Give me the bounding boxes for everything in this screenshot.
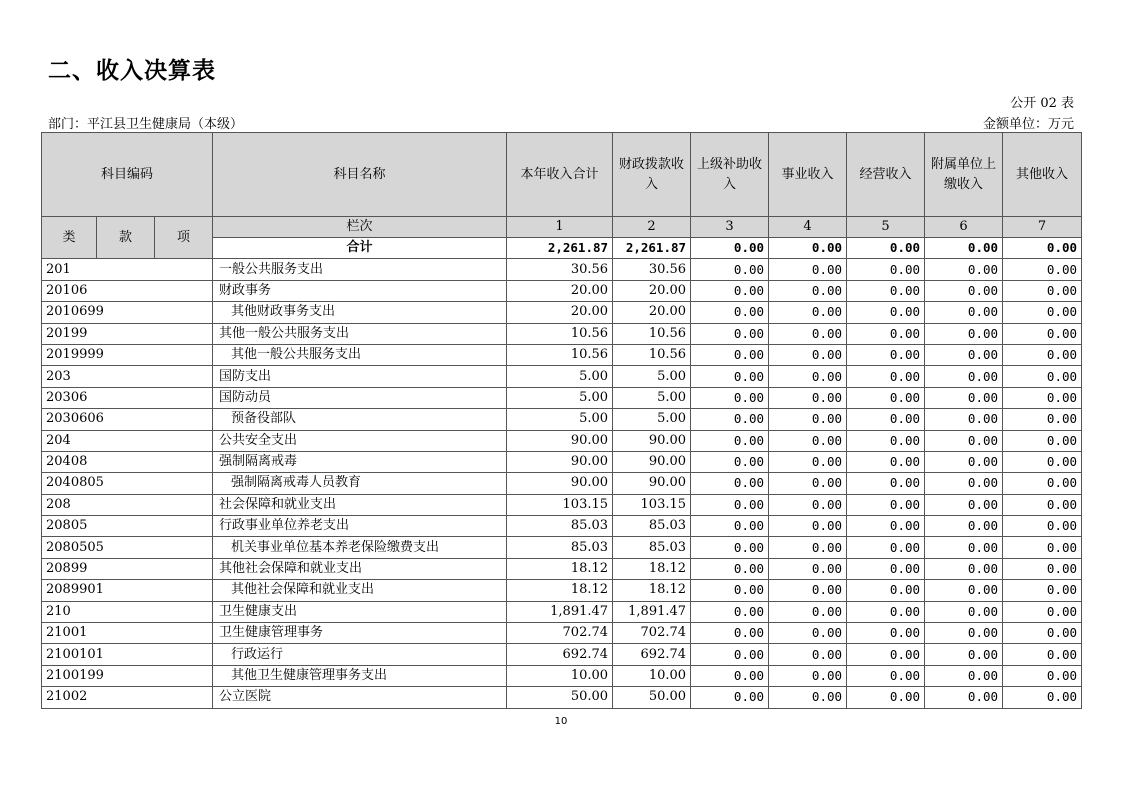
row-value: 0.00 <box>925 473 1003 494</box>
row-value: 0.00 <box>769 601 847 622</box>
total-value: 0.00 <box>925 238 1003 259</box>
row-value: 0.00 <box>847 344 925 365</box>
row-value: 0.00 <box>1003 558 1082 579</box>
row-value: 0.00 <box>925 387 1003 408</box>
row-value: 0.00 <box>925 537 1003 558</box>
row-code: 2100199 <box>42 665 213 686</box>
row-name: 卫生健康支出 <box>213 601 507 622</box>
row-value: 0.00 <box>847 516 925 537</box>
row-value: 0.00 <box>847 537 925 558</box>
row-value: 692.74 <box>507 644 613 665</box>
row-code: 20408 <box>42 451 213 472</box>
row-value: 0.00 <box>769 580 847 601</box>
header-col-6: 附属单位上缴收入 <box>925 133 1003 217</box>
row-value: 0.00 <box>847 687 925 708</box>
row-code: 2010699 <box>42 302 213 323</box>
row-value: 0.00 <box>925 558 1003 579</box>
col-num-6: 6 <box>925 217 1003 238</box>
header-row <box>42 133 1082 217</box>
page-title: 二、收入决算表 <box>48 58 216 84</box>
row-code: 20805 <box>42 516 213 537</box>
total-label: 合计 <box>213 238 507 259</box>
row-code: 2040805 <box>42 473 213 494</box>
row-value: 0.00 <box>769 665 847 686</box>
row-code: 2019999 <box>42 344 213 365</box>
row-value: 0.00 <box>1003 451 1082 472</box>
row-value: 0.00 <box>691 537 769 558</box>
total-value: 2,261.87 <box>613 238 691 259</box>
table-row <box>42 451 1082 472</box>
row-value: 0.00 <box>1003 302 1082 323</box>
row-value: 103.15 <box>613 494 691 515</box>
row-value: 0.00 <box>769 280 847 301</box>
col-num-4: 4 <box>769 217 847 238</box>
row-name: 强制隔离戒毒 <box>213 451 507 472</box>
row-value: 0.00 <box>691 302 769 323</box>
row-value: 18.12 <box>507 580 613 601</box>
row-value: 85.03 <box>613 516 691 537</box>
row-value: 0.00 <box>691 366 769 387</box>
row-value: 0.00 <box>847 601 925 622</box>
row-value: 50.00 <box>613 687 691 708</box>
row-value: 0.00 <box>691 323 769 344</box>
row-value: 0.00 <box>925 687 1003 708</box>
table-row <box>42 473 1082 494</box>
row-name: 机关事业单位基本养老保险缴费支出 <box>213 537 507 558</box>
row-value: 0.00 <box>925 665 1003 686</box>
row-name: 其他一般公共服务支出 <box>213 323 507 344</box>
unit-label: 金额单位：万元 <box>982 117 1074 132</box>
row-value: 0.00 <box>847 644 925 665</box>
row-value: 0.00 <box>925 601 1003 622</box>
row-value: 85.03 <box>613 537 691 558</box>
row-value: 0.00 <box>925 644 1003 665</box>
form-number: 公开 02 表 <box>1010 96 1074 111</box>
row-value: 0.00 <box>769 451 847 472</box>
row-value: 0.00 <box>925 494 1003 515</box>
row-value: 0.00 <box>769 558 847 579</box>
row-name: 行政事业单位养老支出 <box>213 516 507 537</box>
row-value: 85.03 <box>507 537 613 558</box>
row-value: 0.00 <box>847 323 925 344</box>
row-value: 0.00 <box>1003 665 1082 686</box>
row-value: 103.15 <box>507 494 613 515</box>
row-code: 2089901 <box>42 580 213 601</box>
row-value: 90.00 <box>507 473 613 494</box>
row-value: 90.00 <box>507 430 613 451</box>
row-value: 10.56 <box>613 344 691 365</box>
table-row <box>42 580 1082 601</box>
row-value: 0.00 <box>691 280 769 301</box>
header-xiang: 项 <box>155 217 213 259</box>
row-name: 其他社会保障和就业支出 <box>213 558 507 579</box>
col-num-5: 5 <box>847 217 925 238</box>
table-row <box>42 644 1082 665</box>
row-value: 0.00 <box>1003 494 1082 515</box>
row-name: 其他财政事务支出 <box>213 302 507 323</box>
row-value: 0.00 <box>925 302 1003 323</box>
row-value: 0.00 <box>925 430 1003 451</box>
row-value: 0.00 <box>847 259 925 280</box>
row-value: 1,891.47 <box>613 601 691 622</box>
row-value: 0.00 <box>769 323 847 344</box>
table-row <box>42 366 1082 387</box>
row-value: 0.00 <box>847 280 925 301</box>
row-value: 0.00 <box>925 344 1003 365</box>
table-row <box>42 601 1082 622</box>
row-value: 90.00 <box>613 430 691 451</box>
row-value: 18.12 <box>507 558 613 579</box>
row-code: 2100101 <box>42 644 213 665</box>
row-code: 201 <box>42 259 213 280</box>
table-row <box>42 665 1082 686</box>
row-value: 20.00 <box>507 302 613 323</box>
row-name: 卫生健康管理事务 <box>213 623 507 644</box>
row-name: 强制隔离戒毒人员教育 <box>213 473 507 494</box>
row-name: 公共安全支出 <box>213 430 507 451</box>
row-value: 0.00 <box>769 644 847 665</box>
row-value: 0.00 <box>1003 537 1082 558</box>
row-code: 203 <box>42 366 213 387</box>
row-value: 0.00 <box>1003 430 1082 451</box>
row-value: 0.00 <box>769 259 847 280</box>
row-value: 10.56 <box>613 323 691 344</box>
row-value: 5.00 <box>613 387 691 408</box>
row-value: 0.00 <box>769 516 847 537</box>
header-col-7: 其他收入 <box>1003 133 1082 217</box>
row-value: 5.00 <box>507 387 613 408</box>
row-value: 0.00 <box>691 409 769 430</box>
row-value: 0.00 <box>691 430 769 451</box>
row-value: 0.00 <box>925 323 1003 344</box>
col-num-3: 3 <box>691 217 769 238</box>
row-value: 30.56 <box>507 259 613 280</box>
row-value: 0.00 <box>769 409 847 430</box>
header-kuan: 款 <box>97 217 155 259</box>
row-value: 0.00 <box>847 430 925 451</box>
row-code: 2030606 <box>42 409 213 430</box>
row-value: 0.00 <box>769 344 847 365</box>
income-table <box>41 132 1082 709</box>
table-row <box>42 259 1082 280</box>
row-value: 0.00 <box>691 665 769 686</box>
row-value: 0.00 <box>925 366 1003 387</box>
row-value: 0.00 <box>925 623 1003 644</box>
row-value: 0.00 <box>1003 259 1082 280</box>
row-name: 预备役部队 <box>213 409 507 430</box>
row-value: 0.00 <box>691 494 769 515</box>
row-value: 0.00 <box>925 409 1003 430</box>
row-value: 0.00 <box>769 387 847 408</box>
row-value: 0.00 <box>691 623 769 644</box>
row-value: 0.00 <box>691 259 769 280</box>
total-value: 0.00 <box>1003 238 1082 259</box>
total-value: 0.00 <box>691 238 769 259</box>
row-name: 公立医院 <box>213 687 507 708</box>
row-value: 0.00 <box>847 451 925 472</box>
row-value: 1,891.47 <box>507 601 613 622</box>
row-value: 10.00 <box>507 665 613 686</box>
row-value: 0.00 <box>769 302 847 323</box>
row-value: 0.00 <box>1003 366 1082 387</box>
header-col-1: 本年收入合计 <box>507 133 613 217</box>
row-value: 0.00 <box>1003 601 1082 622</box>
row-value: 0.00 <box>691 601 769 622</box>
row-value: 90.00 <box>613 451 691 472</box>
total-value: 0.00 <box>847 238 925 259</box>
row-value: 90.00 <box>507 451 613 472</box>
row-value: 0.00 <box>925 451 1003 472</box>
page-number: 10 <box>554 716 568 727</box>
row-code: 20899 <box>42 558 213 579</box>
row-code: 20106 <box>42 280 213 301</box>
row-value: 18.12 <box>613 580 691 601</box>
table-row <box>42 409 1082 430</box>
row-value: 0.00 <box>925 259 1003 280</box>
row-value: 0.00 <box>1003 623 1082 644</box>
row-name: 国防支出 <box>213 366 507 387</box>
row-value: 5.00 <box>507 366 613 387</box>
table-row <box>42 558 1082 579</box>
row-value: 20.00 <box>613 302 691 323</box>
row-value: 0.00 <box>847 302 925 323</box>
row-value: 0.00 <box>1003 687 1082 708</box>
row-value: 0.00 <box>847 473 925 494</box>
row-value: 0.00 <box>691 516 769 537</box>
row-value: 0.00 <box>925 516 1003 537</box>
table-row <box>42 687 1082 708</box>
column-number-row <box>42 217 1082 238</box>
row-value: 0.00 <box>1003 387 1082 408</box>
row-name: 其他卫生健康管理事务支出 <box>213 665 507 686</box>
col-num-2: 2 <box>613 217 691 238</box>
row-value: 0.00 <box>1003 644 1082 665</box>
row-value: 5.00 <box>613 409 691 430</box>
row-value: 0.00 <box>769 366 847 387</box>
row-value: 0.00 <box>691 580 769 601</box>
header-name: 科目名称 <box>213 133 507 217</box>
row-value: 0.00 <box>769 430 847 451</box>
table-row <box>42 494 1082 515</box>
row-value: 0.00 <box>691 558 769 579</box>
row-value: 0.00 <box>769 473 847 494</box>
col-num-1: 1 <box>507 217 613 238</box>
header-col-4: 事业收入 <box>769 133 847 217</box>
row-value: 0.00 <box>847 558 925 579</box>
row-value: 0.00 <box>769 494 847 515</box>
row-value: 5.00 <box>507 409 613 430</box>
row-value: 10.56 <box>507 344 613 365</box>
row-value: 5.00 <box>613 366 691 387</box>
row-value: 90.00 <box>613 473 691 494</box>
row-value: 0.00 <box>1003 580 1082 601</box>
row-name: 国防动员 <box>213 387 507 408</box>
row-value: 0.00 <box>1003 344 1082 365</box>
row-value: 10.00 <box>613 665 691 686</box>
row-value: 0.00 <box>1003 473 1082 494</box>
table-row <box>42 323 1082 344</box>
row-value: 85.03 <box>507 516 613 537</box>
row-value: 30.56 <box>613 259 691 280</box>
row-value: 0.00 <box>847 580 925 601</box>
row-value: 0.00 <box>847 409 925 430</box>
table-row <box>42 516 1082 537</box>
row-value: 0.00 <box>847 494 925 515</box>
col-num-7: 7 <box>1003 217 1082 238</box>
row-code: 204 <box>42 430 213 451</box>
row-value: 702.74 <box>613 623 691 644</box>
row-value: 0.00 <box>691 687 769 708</box>
table-row <box>42 430 1082 451</box>
department-label: 部门：平江县卫生健康局（本级） <box>48 117 244 132</box>
row-value: 0.00 <box>847 366 925 387</box>
row-value: 0.00 <box>1003 323 1082 344</box>
table-row <box>42 344 1082 365</box>
row-value: 0.00 <box>925 280 1003 301</box>
row-value: 0.00 <box>1003 409 1082 430</box>
row-value: 0.00 <box>1003 280 1082 301</box>
row-code: 2080505 <box>42 537 213 558</box>
row-value: 0.00 <box>769 687 847 708</box>
row-value: 0.00 <box>769 537 847 558</box>
row-value: 10.56 <box>507 323 613 344</box>
row-value: 0.00 <box>925 580 1003 601</box>
row-value: 0.00 <box>847 387 925 408</box>
row-value: 692.74 <box>613 644 691 665</box>
row-code: 20306 <box>42 387 213 408</box>
row-value: 0.00 <box>691 387 769 408</box>
row-code: 21001 <box>42 623 213 644</box>
row-name: 行政运行 <box>213 644 507 665</box>
header-lanci: 栏次 <box>213 217 507 238</box>
row-value: 0.00 <box>847 623 925 644</box>
row-value: 0.00 <box>691 644 769 665</box>
row-value: 20.00 <box>507 280 613 301</box>
table-row <box>42 537 1082 558</box>
row-value: 0.00 <box>691 473 769 494</box>
row-name: 财政事务 <box>213 280 507 301</box>
row-code: 21002 <box>42 687 213 708</box>
total-value: 0.00 <box>769 238 847 259</box>
row-code: 208 <box>42 494 213 515</box>
row-name: 社会保障和就业支出 <box>213 494 507 515</box>
header-col-5: 经营收入 <box>847 133 925 217</box>
row-value: 0.00 <box>691 451 769 472</box>
table-row <box>42 302 1082 323</box>
table-row <box>42 387 1082 408</box>
row-value: 0.00 <box>847 665 925 686</box>
header-code: 科目编码 <box>42 133 213 217</box>
row-code: 210 <box>42 601 213 622</box>
total-value: 2,261.87 <box>507 238 613 259</box>
row-name: 其他社会保障和就业支出 <box>213 580 507 601</box>
row-code: 20199 <box>42 323 213 344</box>
table-row <box>42 280 1082 301</box>
row-value: 0.00 <box>691 344 769 365</box>
row-value: 702.74 <box>507 623 613 644</box>
row-value: 0.00 <box>1003 516 1082 537</box>
row-name: 一般公共服务支出 <box>213 259 507 280</box>
row-value: 50.00 <box>507 687 613 708</box>
table-row <box>42 623 1082 644</box>
header-lei: 类 <box>42 217 97 259</box>
header-col-3: 上级补助收入 <box>691 133 769 217</box>
row-value: 20.00 <box>613 280 691 301</box>
row-name: 其他一般公共服务支出 <box>213 344 507 365</box>
header-col-2: 财政拨款收入 <box>613 133 691 217</box>
row-value: 18.12 <box>613 558 691 579</box>
row-value: 0.00 <box>769 623 847 644</box>
